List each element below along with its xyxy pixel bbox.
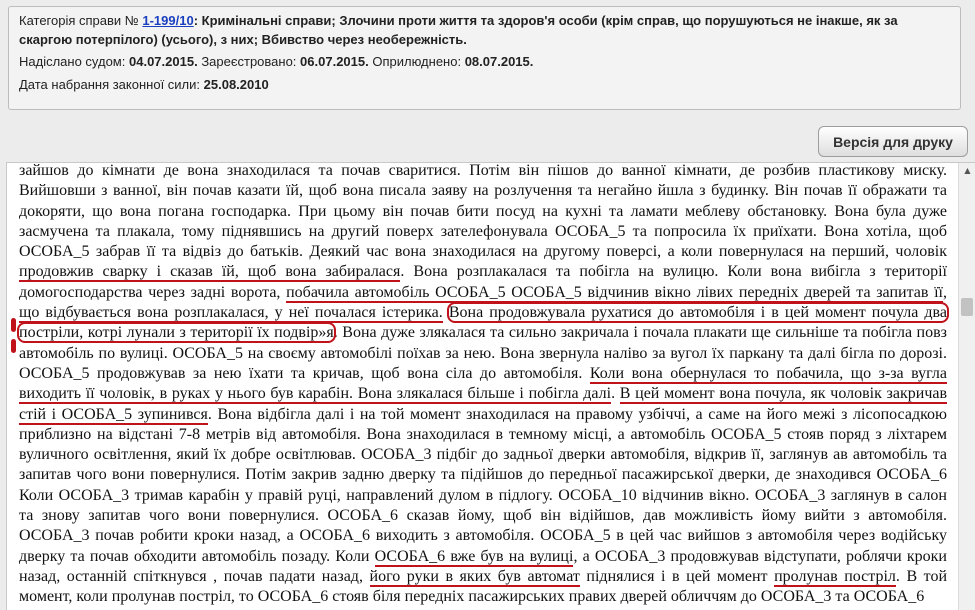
category-text: : Кримінальні справи; Злочини проти життя та здоров'я особи (крім справ, що порушуються не інакше, як за скаргою потерпілого) (усього), з них; Вбивство через необережність.: [19, 13, 898, 47]
text-line: ОСОБА_3 почав робити кроки назад, а ОСОБА_6 виходить з автомобіля. ОСОБА_5 в цей час вийшов з автомобіля через водійську: [19, 527, 947, 545]
effective-date-line: [19, 76, 950, 94]
effective-label: Дата набрання законної сили:: [19, 77, 201, 92]
text-line: ОСОБА_5 забрав її та відвіз до батьків. Деякий час вона знаходилася на другому поверсі, а коли повернулася на перший, чоловік: [19, 243, 947, 261]
vertical-scrollbar[interactable]: [958, 163, 975, 610]
case-number-link[interactable]: 1-199/10: [142, 13, 194, 28]
registered-date: 06.07.2015.: [300, 54, 369, 69]
text-line: назад, останній спіткнувся , почав падати назад, його руки в яких був автомат піднялися і в цей момент пролунав постріл. В той: [19, 567, 948, 585]
published-date: 08.07.2015.: [464, 54, 534, 69]
highlight-underline: що відбувається вона розплакалася, у неї почалася істерика.: [19, 304, 443, 322]
highlight-underline: ОСОБА_6 вже був на вулиці: [374, 547, 574, 565]
case-category-line: [19, 11, 950, 49]
text-line: зайшов до кімнати де вона знаходилася та почав сваритися. Потім він пішов до ванної кімнати, де розбив пластикову миску.: [19, 162, 947, 179]
scroll-up-icon[interactable]: ▲: [964, 166, 971, 175]
highlight-underline: Коли вона обернулася то побачила, що з-за вугла: [589, 364, 948, 382]
highlight-underline: стій і ОСОБА_5 зупинився: [19, 405, 208, 423]
text-line: дверку та почав обходити автомобіль позаду. Коли ОСОБА_6 вже був на вулиці, а ОСОБА_3 продовжував відступати, роблячи кроки: [19, 547, 947, 565]
highlight-underline: його руки в яких був автомат: [369, 567, 580, 585]
sent-date: 04.07.2015.: [129, 54, 198, 69]
text-line: приблизно на відстані 7-8 метрів від автомобіля. Вона знаходилася в темному місці, а автомобіль ОСОБА_5 стояв поряд з ліхтарем: [19, 425, 947, 443]
text-line: момент, коли пролунав постріл, то ОСОБА_6 стояв біля передніх пасажирських правих дверей обличчям до ОСОБА_3 та ОСОБА_6: [19, 588, 925, 606]
published-label: Оприлюднено:: [372, 54, 462, 69]
sent-label: Надіслано судом:: [19, 54, 126, 69]
highlight-underline: продовжив сварку і сказав їй, щоб вона забиралася: [19, 263, 401, 281]
text-line: постріли, котрі лунали з території їх подвір»я. Вона дуже злякалася та сильно закричала і почала плакати ще сильніше та побігла повз: [19, 324, 947, 342]
effective-date: 25.08.2010: [203, 77, 269, 92]
margin-mark: [11, 318, 16, 332]
highlight-underline: виходить її чоловік, в руках у нього був карабін. Вона злякалася більше і побігла далі: [19, 385, 612, 403]
margin-mark: [11, 339, 16, 353]
text-line: та знову запитав чого вони повернулися. ОСОБА_6 сказав йому, щоб він відійшов, дав можливість йому вийти з автомобіля.: [19, 507, 947, 525]
highlight-underline: пролунав постріл: [774, 567, 896, 585]
text-line: Вийшовши з ванної, він почав казати їй, щоб вона писала заяву на розлучення та негайно йшла з будинку. Він почав її ображати та: [19, 182, 947, 200]
highlight-underline: В цей момент вона почула, як чоловік закричав: [619, 385, 948, 403]
category-label: Категорія справи №: [19, 13, 139, 28]
highlight-box: Вона продовжувала рухатися до автомобіля і в цей момент почула два: [448, 304, 948, 322]
document-text: [19, 162, 947, 608]
case-info-panel: [8, 6, 961, 110]
registered-label: Зареєстровано:: [201, 54, 297, 69]
text-line: запитав чого вони повернулися. Потім закрив задню дверку та підійшов до передньої пасажирської дверки, де знаходився ОСОБА_6: [19, 466, 947, 484]
text-line: ОСОБА_5 продовжував за нею їхати та кричав, щоб вона сіла до автомобіля. Коли вона обернулася то побачила, що з-за вугла: [19, 364, 948, 382]
text-line: [19, 303, 947, 323]
scroll-thumb[interactable]: [961, 298, 973, 316]
text-line: вуличного освітлення, який їх добре освітлював. ОСОБА_3 підбіг до задньої дверки автомобіля, відкрив її, заглянув ав автомобіль та: [19, 446, 947, 464]
text-line: виходить її чоловік, в руках у нього був карабін. Вона злякалася більше і побігла далі. В цей момент вона почула, як чоловік закричав: [19, 385, 948, 403]
dates-line: [19, 53, 950, 71]
text-line: докоряти, що вона погана господарка. При цьому він почав бити посуд на кухні та ламати меблеву обстановку. Вона була дуже: [19, 202, 947, 220]
print-version-button[interactable]: Версія для друку: [818, 126, 968, 157]
document-viewer[interactable]: [6, 162, 975, 610]
text-line: продовжив сварку і сказав їй, щоб вона забиралася. Вона розплакалася та побігла на вулицю. Коли вона вибігла з території: [19, 263, 948, 281]
text-line: стій і ОСОБА_5 зупинився. Вона відбігла далі і на той момент знаходилася на правому узбіччі, а саме на його межі з лісопосадкою: [19, 405, 947, 423]
highlight-underline: побачила автомобіль ОСОБА_5 ОСОБА_5 відчинив вікно лівих передніх дверей та запитав її: [286, 283, 943, 301]
text-line: засмучена та плакала, тому піднявшись на другий поверх зателефонувала ОСОБА_5 та попросила їх приїхати. Вона хотіла, щоб: [19, 222, 947, 240]
text-line: Коли ОСОБА_3 тримав карабін у правій руці, направлений дулом в підлогу. ОСОБА_10 відчинив вікно. ОСОБА_3 заглянув в салон: [19, 486, 947, 504]
text-line: домогосподарства через задні ворота, побачила автомобіль ОСОБА_5 ОСОБА_5 відчинив вікно лівих передніх дверей та запитав її,: [19, 283, 947, 301]
text-line: автомобіль по вулиці. ОСОБА_5 на своєму автомобілі поїхав за нею. Вона звернула наліво за вугол їх паркану та далі бігла по дорозі.: [19, 344, 947, 362]
highlight-box: постріли, котрі лунали з території їх подвір»я: [19, 324, 334, 342]
